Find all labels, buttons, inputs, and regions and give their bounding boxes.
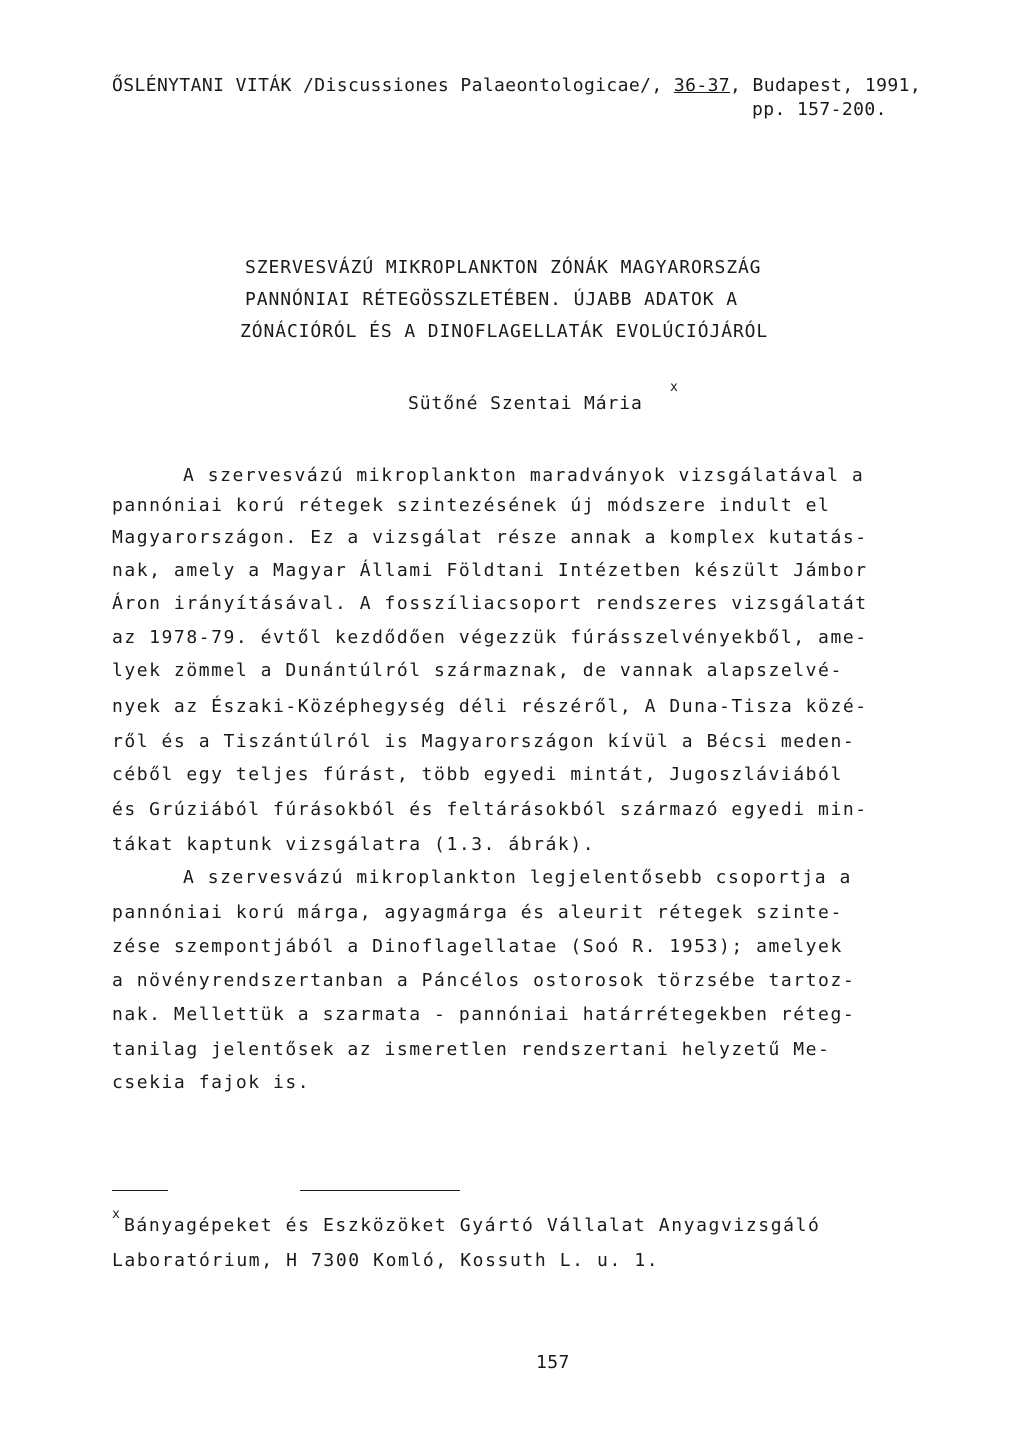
author-footnote-mark: x (670, 380, 678, 395)
journal-header (112, 75, 921, 97)
body-line: Magyarországon. Ez a vizsgálat része annak a komplex kutatás- (112, 527, 868, 548)
body-line: lyek zömmel a Dunántúlról származnak, de vannak alapszelvé- (112, 660, 843, 681)
footnote-rule-short (112, 1190, 168, 1191)
body-line: a növényrendszertanban a Páncélos ostorosok törzsébe tartoz- (112, 970, 856, 991)
footnote-mark: x (112, 1207, 120, 1222)
body-line: Áron irányításával. A fosszíliacsoport rendszeres vizsgálatát (112, 593, 868, 614)
page-range: pp. 157-200. (752, 99, 887, 120)
place-year: , Budapest, 1991, (730, 75, 922, 96)
footnote-line-2: Laboratórium, H 7300 Komló, Kossuth L. u. 1. (112, 1250, 660, 1271)
page-number: 157 (536, 1352, 570, 1373)
author-name: Sütőné Szentai Mária (408, 393, 643, 414)
volume-number: 36-37 (673, 75, 731, 96)
body-line: tanilag jelentősek az ismeretlen rendszertani helyzetű Me- (112, 1039, 831, 1060)
title-line-2: PANNÓNIAI RÉTEGÖSSZLETÉBEN. ÚJABB ADATOK A (245, 289, 738, 310)
body-line: céből egy teljes fúrást, több egyedi mintát, Jugoszláviából (112, 764, 843, 785)
title-line-1: SZERVESVÁZÚ MIKROPLANKTON ZÓNÁK MAGYARORSZÁG (245, 257, 762, 278)
body-line: és Grúziából fúrásokból és feltárásokból származó egyedi min- (112, 799, 868, 820)
body-line: zése szempontjából a Dinoflagellatae (Soó R. 1953); amelyek (112, 936, 843, 957)
body-line: ről és a Tiszántúlról is Magyarországon kívül a Bécsi meden- (112, 731, 856, 752)
body-line: pannóniai korú rétegek szintezésének új módszere indult el (112, 495, 831, 516)
footnote-line-1: Bányagépeket és Eszközöket Gyártó Vállalat Anyagvizsgáló (124, 1215, 821, 1236)
body-line: nak. Mellettük a szarmata - pannóniai határrétegekben réteg- (112, 1004, 856, 1025)
body-line: A szervesvázú mikroplankton legjelentősebb csoportja a (183, 867, 852, 888)
body-line: nyek az Északi-Középhegység déli részéről, A Duna-Tisza közé- (112, 696, 868, 717)
body-line: tákat kaptunk vizsgálatra (1.3. ábrák). (112, 834, 596, 855)
body-line: A szervesvázú mikroplankton maradványok vizsgálatával a (183, 465, 865, 486)
journal-name: ŐSLÉNYTANI VITÁK /Discussiones Palaeontologicae/, (112, 75, 663, 96)
title-line-3: ZÓNÁCIÓRÓL ÉS A DINOFLAGELLATÁK EVOLÚCIÓJÁRÓL (240, 321, 769, 342)
body-line: pannóniai korú márga, agyagmárga és aleurit rétegek szinte- (112, 902, 843, 923)
body-line: az 1978-79. évtől kezdődően végezzük fúrásszelvényekből, ame- (112, 627, 868, 648)
body-line: nak, amely a Magyar Állami Földtani Intézetben készült Jámbor (112, 560, 868, 581)
footnote-rule-long (300, 1190, 460, 1191)
body-line: csekia fajok is. (112, 1072, 311, 1093)
